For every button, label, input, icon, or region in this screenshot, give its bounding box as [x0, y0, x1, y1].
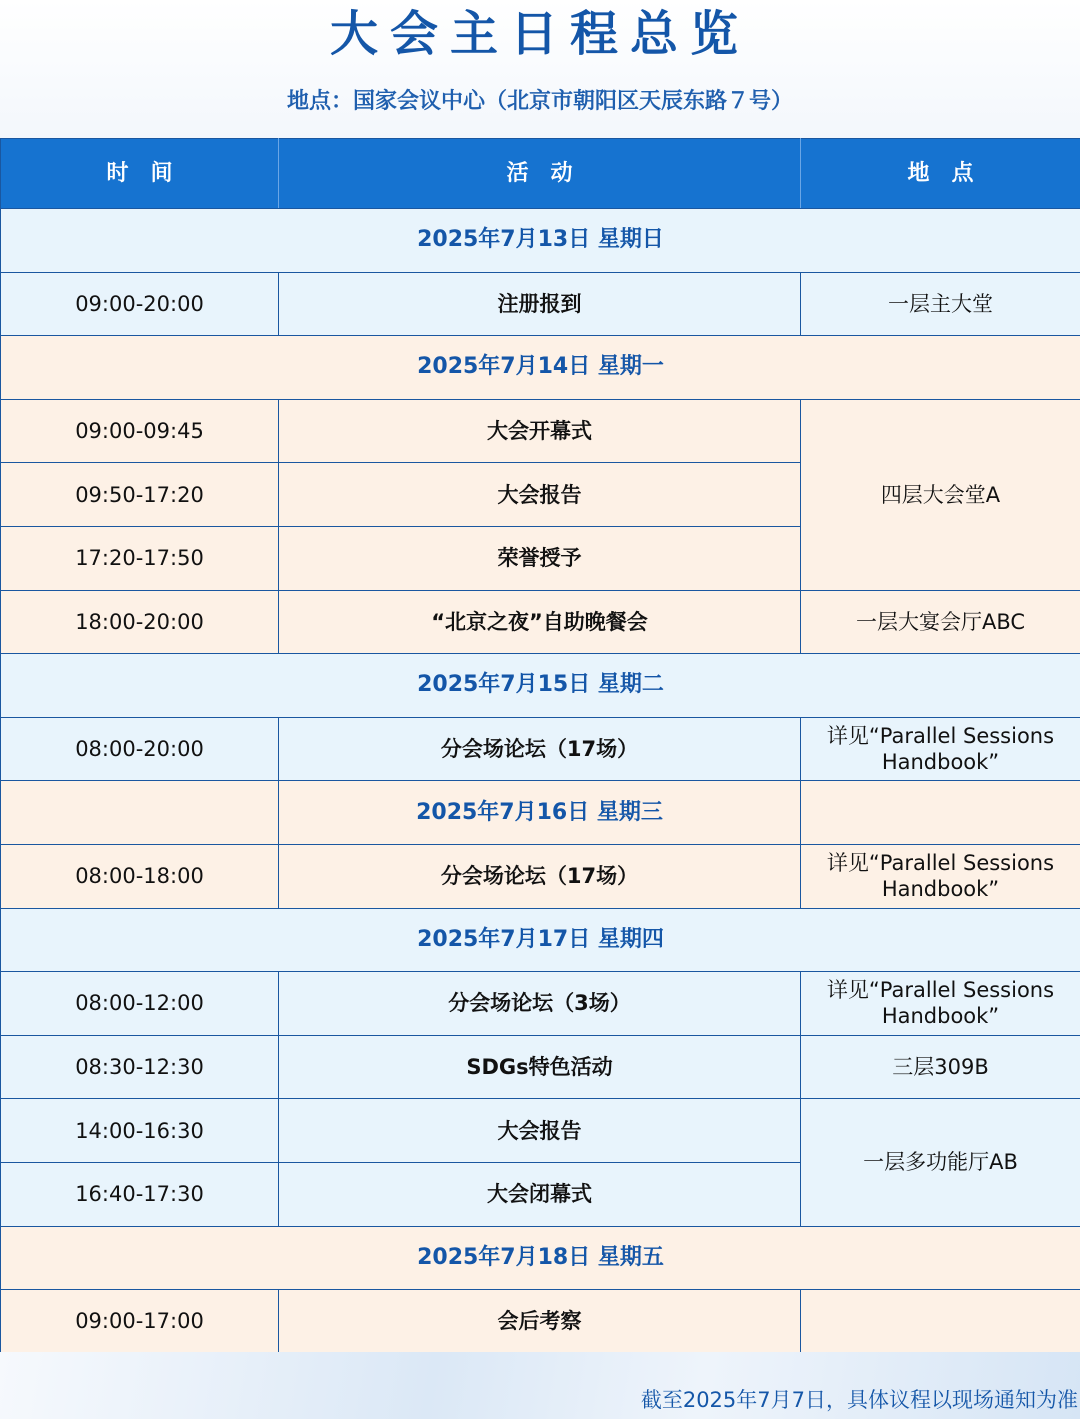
- activity-cell: 分会场论坛（17场）: [279, 717, 801, 781]
- time-cell: 14:00-16:30: [1, 1099, 279, 1163]
- location-cell: 一层大宴会厅ABC: [801, 590, 1080, 654]
- time-cell: 09:00-20:00: [1, 272, 279, 336]
- location-cell: 详见“Parallel Sessions Handbook”: [801, 972, 1080, 1036]
- day-label: 2025年7月15日 星期二: [1, 654, 1080, 718]
- activity-cell: 大会开幕式: [279, 399, 801, 463]
- page-title: 大会主日程总览: [329, 6, 750, 62]
- day-row-0715: [1, 654, 1080, 718]
- header-location: 地 点: [801, 139, 1080, 209]
- header-time: 时 间: [1, 139, 279, 209]
- activity-cell: 荣誉授予: [279, 526, 801, 590]
- empty-cell: [801, 781, 1080, 845]
- location-cell: [801, 1290, 1080, 1354]
- table-row: [1, 972, 1080, 1036]
- location-cell: 一层多功能厅AB: [801, 1099, 1080, 1226]
- location-cell: 详见“Parallel Sessions Handbook”: [801, 844, 1080, 908]
- table-row: [1, 399, 1080, 463]
- time-cell: 09:00-09:45: [1, 399, 279, 463]
- table-row: [1, 272, 1080, 336]
- time-cell: 16:40-17:30: [1, 1162, 279, 1226]
- day-row-0717: [1, 908, 1080, 972]
- activity-cell: 会后考察: [279, 1290, 801, 1354]
- location-cell: 详见“Parallel Sessions Handbook”: [801, 717, 1080, 781]
- table-row: [1, 590, 1080, 654]
- day-label: 2025年7月18日 星期五: [1, 1226, 1080, 1290]
- location-cell: 一层主大堂: [801, 272, 1080, 336]
- time-cell: 08:00-20:00: [1, 717, 279, 781]
- activity-cell: “北京之夜”自助晚餐会: [279, 590, 801, 654]
- activity-cell: 大会闭幕式: [279, 1162, 801, 1226]
- day-label: 2025年7月13日 星期日: [1, 209, 1080, 273]
- day-label: 2025年7月14日 星期一: [1, 336, 1080, 400]
- activity-cell: 大会报告: [279, 1099, 801, 1163]
- day-row-0713: [1, 209, 1080, 273]
- day-row-0716: [1, 781, 1080, 845]
- time-cell: 08:00-12:00: [1, 972, 279, 1036]
- time-cell: 08:30-12:30: [1, 1035, 279, 1099]
- activity-cell: 分会场论坛（17场）: [279, 844, 801, 908]
- activity-cell: 分会场论坛（3场）: [279, 972, 801, 1036]
- venue-line: 地点：国家会议中心（北京市朝阳区天辰东路７号）: [286, 89, 793, 114]
- activity-cell: 注册报到: [279, 272, 801, 336]
- table-row: [1, 844, 1080, 908]
- schedule-table: [0, 138, 1080, 1354]
- empty-cell: [1, 781, 279, 845]
- table-row: [1, 717, 1080, 781]
- table-row: [1, 1290, 1080, 1354]
- time-cell: 17:20-17:50: [1, 526, 279, 590]
- day-label: 2025年7月17日 星期四: [1, 908, 1080, 972]
- location-cell: 三层309B: [801, 1035, 1080, 1099]
- day-label: 2025年7月16日 星期三: [279, 781, 801, 845]
- activity-cell: SDGs特色活动: [279, 1035, 801, 1099]
- header-activity: 活 动: [279, 139, 801, 209]
- day-row-0714: [1, 336, 1080, 400]
- table-row: [1, 1035, 1080, 1099]
- activity-cell: 大会报告: [279, 463, 801, 527]
- day-row-0718: [1, 1226, 1080, 1290]
- time-cell: 09:50-17:20: [1, 463, 279, 527]
- footer-note: 截至2025年7月7日，具体议程以现场通知为准: [640, 1388, 1078, 1412]
- time-cell: 18:00-20:00: [1, 590, 279, 654]
- time-cell: 09:00-17:00: [1, 1290, 279, 1354]
- table-row: [1, 1099, 1080, 1163]
- location-cell: 四层大会堂A: [801, 399, 1080, 590]
- time-cell: 08:00-18:00: [1, 844, 279, 908]
- table-header-row: [1, 139, 1080, 209]
